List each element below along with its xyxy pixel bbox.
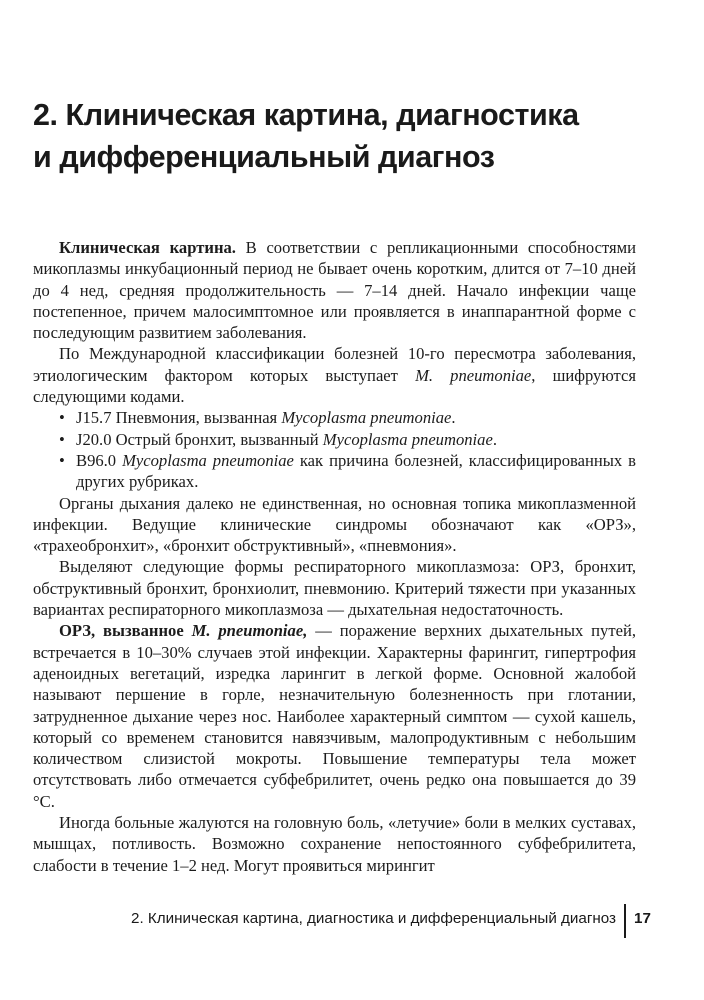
paragraph-ari (33, 620, 636, 812)
bullet-icon: • (59, 408, 65, 428)
code-text: B96.0 (76, 450, 123, 470)
running-title: 2. Клиническая картина, диагностика и дифференциальный диагноз (131, 910, 616, 927)
chapter-title-line-1: 2. Клиническая картина, диагностика (33, 98, 579, 132)
list-item (59, 407, 636, 428)
species-name: Mycoplasma pneumoniae (322, 429, 493, 449)
chapter-title-line-2: и дифференциальный диагноз (33, 140, 495, 174)
paragraph-text: В соответствии с репликационными способностями микоплазмы инкубационный период не бывает очень коротким, длится от 7–10 дней до 4 нед, средняя продолжительность — 7–14 дней. Начало инфекции чаще постепенное, причем малосимптомное или проявляется в инаппарантной форме с последующим развитием заболевания. (33, 238, 636, 343)
paragraph-clinical-picture (33, 237, 636, 343)
bullet-icon: • (59, 450, 65, 470)
code-text: как причина болезней, классифицированных в других рубриках. (76, 450, 636, 492)
code-text: J20.0 Острый бронхит, вызванный (76, 429, 323, 449)
page-number: 17 (634, 910, 651, 927)
paragraph-respiratory-forms: Выделяют следующие формы респираторного микоплазмоза: ОРЗ, бронхит, обструктивный бронхит, бронхиолит, пневмонию. Критерий тяжести при указанных вариантах респираторного микоплазмоза — дыхательная недостаточность. (33, 557, 636, 620)
paragraph-lead (59, 621, 307, 640)
species-name: M. pneumoniae, (191, 621, 308, 641)
species-name: Mycoplasma pneumoniae (122, 450, 294, 470)
code-text: . (451, 408, 456, 428)
chapter-title (33, 94, 673, 178)
paragraph-text: , шифруются следующими кодами. (33, 365, 636, 407)
bullet-icon: • (59, 429, 65, 449)
page-footer (0, 904, 704, 940)
paragraph-text: По Международной классификации болезней 10-го пересмотра заболевания, этиологическим фактором которых выступает (33, 344, 636, 385)
body-text (33, 237, 636, 876)
icd-code-list (33, 407, 636, 492)
code-text: . (492, 429, 497, 449)
lead-text: ОРЗ, вызванное (59, 621, 192, 641)
paragraph-lead: Клиническая картина. (59, 238, 236, 257)
list-item (59, 429, 636, 450)
paragraph-respiratory-topics: Органы дыхания далеко не единственная, но основная топика микоплазменной инфекции. Ведущие клинические синдромы обозначают как «ОРЗ», «трахеобронхит», «бронхит обструктивный», «пневмония». (33, 493, 636, 556)
footer-divider (624, 904, 626, 938)
paragraph-icd-classification (33, 343, 636, 407)
species-name: M. pneumoniae (415, 365, 532, 385)
code-text: J15.7 Пневмония, вызванная (76, 408, 282, 428)
paragraph-symptoms: Иногда больные жалуются на головную боль, «летучие» боли в мелких суставах, мышцах, потливость. Возможно сохранение непостоянного субфебрилитета, слабости в течение 1–2 нед. Могут проявиться мирингит (33, 813, 636, 875)
species-name: Mycoplasma pneumoniae (281, 408, 452, 428)
list-item (59, 450, 636, 493)
paragraph-text: — поражение верхних дыхательных путей, встречается в 10–30% случаев этой инфекции. Характерны фарингит, гипертрофия аденоидных вегетаций, изредка ларингит в легкой форме. Основной жалобой называют першение в горле, незначительную болезненность при глотании, затрудненное дыхание через нос. Наиболее характерный симптом — сухой кашель, который со временем становится навязчивым, малопродуктивным с небольшим количеством слизистой мокроты. Повышение температуры тела может отсутствовать либо отмечается субфебрилитет, очень редко она повышается до 39 °С. (33, 621, 636, 811)
